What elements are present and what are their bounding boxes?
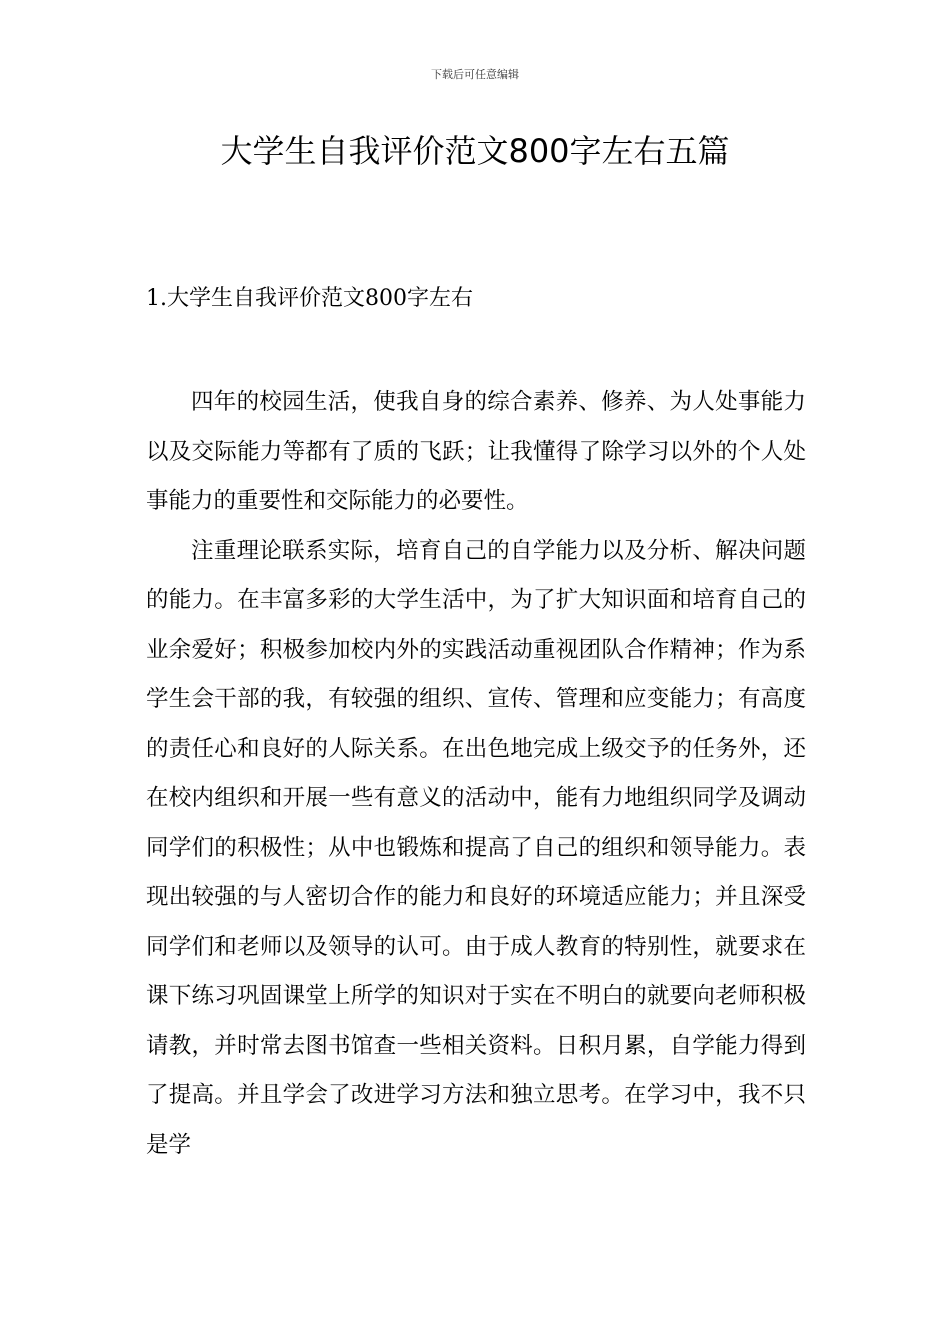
paragraph: 四年的校园生活，使我自身的综合素养、修养、为人处事能力以及交际能力等都有了质的飞跃；让我懂得了除学习以外的个人处事能力的重要性和交际能力的必要性。 [146, 389, 806, 514]
document-body [146, 378, 806, 1170]
section-heading: 1.大学生自我评价范文800字左右 [146, 286, 473, 311]
document-title: 大学生自我评价范文800字左右五篇 [220, 132, 730, 170]
paragraph: 注重理论联系实际，培育自己的自学能力以及分析、解决问题的能力。在丰富多彩的大学生活中，为了扩大知识面和培育自己的业余爱好；积极参加校内外的实践活动重视团队合作精神；作为系学生会干部的我，有较强的组织、宣传、管理和应变能力；有高度的责任心和良好的人际关系。在出色地完成上级交予的任务外，还在校内组织和开展一些有意义的活动中，能有力地组织同学及调动同学们的积极性；从中也锻炼和提高了自己的组织和领导能力。表现出较强的与人密切合作的能力和良好的环境适应能力；并且深受同学们和老师以及领导的认可。由于成人教育的特别性，就要求在课下练习巩固课堂上所学的知识对于实在不明白的就要向老师积极请教，并时常去图书馆查一些相关资料。日积月累，自学能力得到了提高。并且学会了改进学习方法和独立思考。在学习中，我不只是学 [146, 537, 806, 1158]
header-note: 下载后可任意编辑 [431, 68, 519, 81]
